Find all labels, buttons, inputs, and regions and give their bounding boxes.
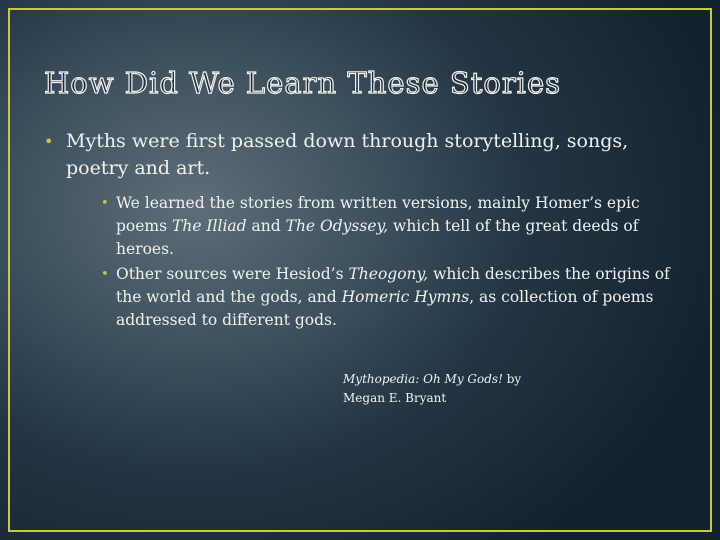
sub-bullet-dot-icon: • [101, 196, 109, 211]
bullet-text: Myths were first passed down through storytelling, songs, poetry and art. [66, 130, 629, 179]
work-title: Theogony, [348, 265, 429, 283]
sub-bullet-text: which describes the origins of the world and the gods, and [116, 265, 670, 306]
sub-bullet-text: Other sources were Hesiod’s [116, 265, 349, 283]
citation-line [343, 370, 521, 389]
sub-bullet-list [32, 192, 682, 332]
sub-bullet-item [32, 192, 682, 261]
work-title: Homeric Hymns [341, 288, 470, 306]
source-citation [343, 370, 521, 408]
work-title: The Odyssey, [285, 217, 389, 235]
sub-bullet-text: We learned the stories from written versions, mainly Homer’s epic poems [116, 194, 640, 235]
sub-bullet-text: which tell of the great deeds of heroes. [116, 217, 639, 258]
work-title: The Illiad [172, 217, 247, 235]
slide-title: How Did We Learn These Stories [44, 66, 561, 100]
citation-author: Megan E. Bryant [343, 391, 447, 405]
sub-bullet-text: , as collection of poems addressed to different gods. [116, 288, 654, 329]
slide-body [32, 128, 682, 332]
citation-by: by [502, 372, 522, 386]
sub-bullet-dot-icon: • [101, 267, 109, 282]
bullet-dot-icon: • [44, 132, 54, 151]
sub-bullet-item [32, 263, 682, 332]
sub-bullet-text: and [246, 217, 286, 235]
bullet-item [32, 128, 682, 182]
citation-title: Mythopedia: Oh My Gods! [343, 372, 503, 386]
